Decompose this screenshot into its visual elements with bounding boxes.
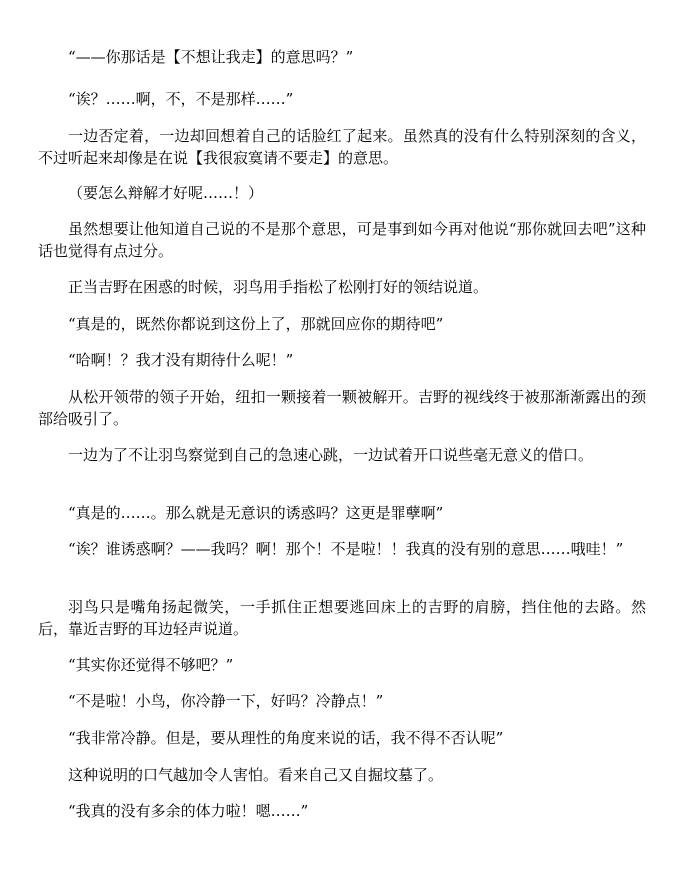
paragraph: “哈啊！？我才没有期待什么呢！” bbox=[68, 351, 294, 369]
paragraph: “真是的……。那么就是无意识的诱惑吗？这更是罪孽啊” bbox=[68, 504, 444, 522]
paragraph: 一边否定着，一边却回想着自己的话脸红了起来。虽然真的没有什么特别深刻的含义，不过听起来却像是在说【我很寂寞请不要走】的意思。 bbox=[38, 127, 646, 167]
paragraph: 一边为了不让羽鸟察觉到自己的急速心跳，一边试着开口说些毫无意义的借口。 bbox=[68, 446, 594, 464]
paragraph: 这种说明的口气越加令人害怕。看来自己又自掘坟墓了。 bbox=[68, 766, 444, 784]
paragraph: “其实你还觉得不够吧？” bbox=[68, 656, 234, 674]
paragraph: “我非常冷静。但是，要从理性的角度来说的话，我不得不否认呢” bbox=[68, 729, 504, 747]
paragraph: “诶？……啊，不，不是那样……” bbox=[68, 90, 294, 108]
paragraph: 正当吉野在困惑的时候，羽鸟用手指松了松刚打好的领结说道。 bbox=[68, 278, 489, 296]
paragraph: 从松开领带的领子开始，纽扣一颗接着一颗被解开。吉野的视线终于被那渐渐露出的颈部给吸引了。 bbox=[38, 388, 646, 428]
paragraph: （要怎么辩解才好呢……！） bbox=[68, 184, 264, 202]
paragraph: “真是的，既然你都说到这份上了，那就回应你的期待吧” bbox=[68, 315, 444, 333]
paragraph: “——你那话是【不想让我走】的意思吗？” bbox=[68, 48, 354, 66]
paragraph: “我真的没有多余的体力啦！嗯……” bbox=[68, 802, 309, 820]
paragraph: 羽鸟只是嘴角扬起微笑，一手抓住正想要逃回床上的吉野的肩膀，挡住他的去路。然后，靠近吉野的耳边轻声说道。 bbox=[38, 598, 646, 638]
paragraph: 虽然想要让他知道自己说的不是那个意思，可是事到如今再对他说“那你就回去吧”这种话也觉得有点过分。 bbox=[38, 220, 646, 260]
paragraph: “不是啦！小鸟，你冷静一下，好吗？冷静点！” bbox=[68, 692, 384, 710]
paragraph: “诶？谁诱惑啊？——我吗？啊！那个！不是啦！！我真的没有别的意思……哦哇！” bbox=[68, 540, 624, 558]
